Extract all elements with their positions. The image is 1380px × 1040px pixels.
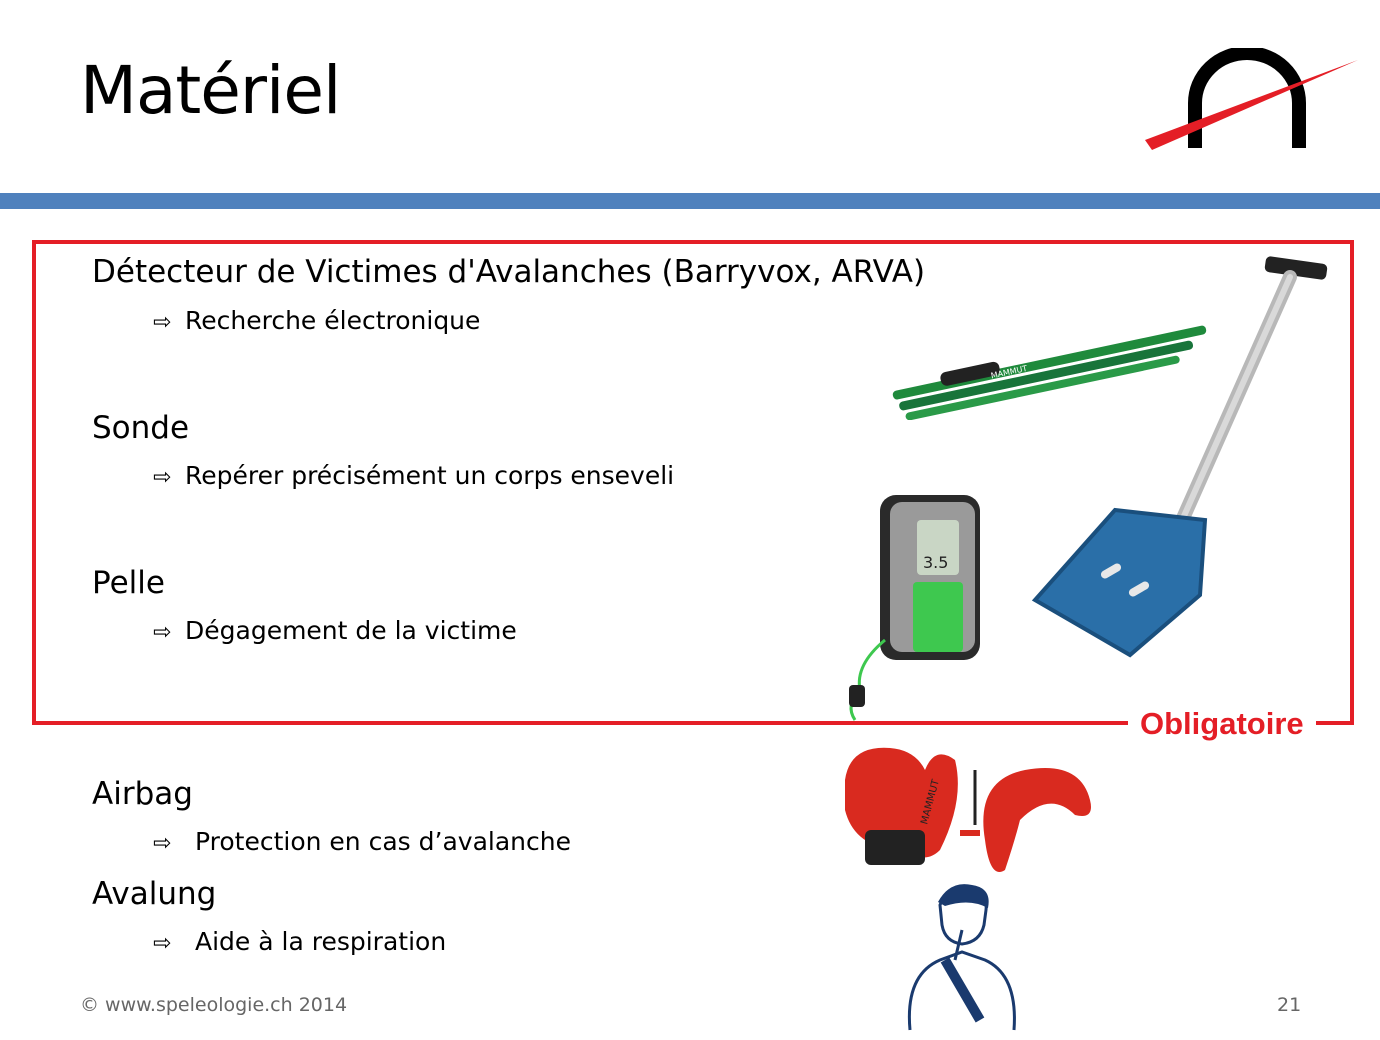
arrow-icon: ⇨	[153, 465, 172, 490]
item-heading-airbag: Airbag	[92, 776, 193, 812]
arrow-icon: ⇨	[153, 831, 172, 856]
speleologie-logo	[1140, 48, 1365, 158]
item-heading-avalung: Avalung	[92, 876, 217, 912]
svg-text:MAMMUT: MAMMUT	[919, 778, 942, 826]
arrow-icon: ⇨	[153, 620, 172, 645]
svg-text:3.5: 3.5	[923, 553, 949, 572]
svg-text:MAMMUT: MAMMUT	[990, 363, 1029, 381]
arrow-icon: ⇨	[153, 931, 172, 956]
item-detail-shovel: ⇨ Dégagement de la victime	[153, 616, 517, 645]
item-heading-probe: Sonde	[92, 410, 190, 446]
header-band	[0, 193, 1380, 209]
item-detail-airbag: ⇨ Protection en cas d’avalanche	[153, 827, 571, 856]
slide-title: Matériel	[80, 52, 341, 129]
item-detail-dva: ⇨ Recherche électronique	[153, 306, 481, 335]
airbag-backpack-image	[835, 740, 1100, 880]
item-heading-dva: Détecteur de Victimes d'Avalanches (Barryvox, ARVA)	[92, 254, 926, 290]
avalung-illustration	[900, 880, 1025, 1035]
item-heading-shovel: Pelle	[92, 565, 165, 601]
avalanche-shovel-image	[1020, 255, 1340, 665]
item-detail-avalung: ⇨ Aide à la respiration	[153, 927, 447, 956]
arrow-icon: ⇨	[153, 310, 172, 335]
footer-copyright: © www.speleologie.ch 2014	[80, 994, 348, 1016]
avalanche-transceiver-image	[835, 490, 985, 725]
mandatory-label: Obligatoire	[1128, 703, 1316, 745]
item-detail-probe: ⇨ Repérer précisément un corps enseveli	[153, 461, 675, 490]
page-number: 21	[1277, 994, 1302, 1016]
